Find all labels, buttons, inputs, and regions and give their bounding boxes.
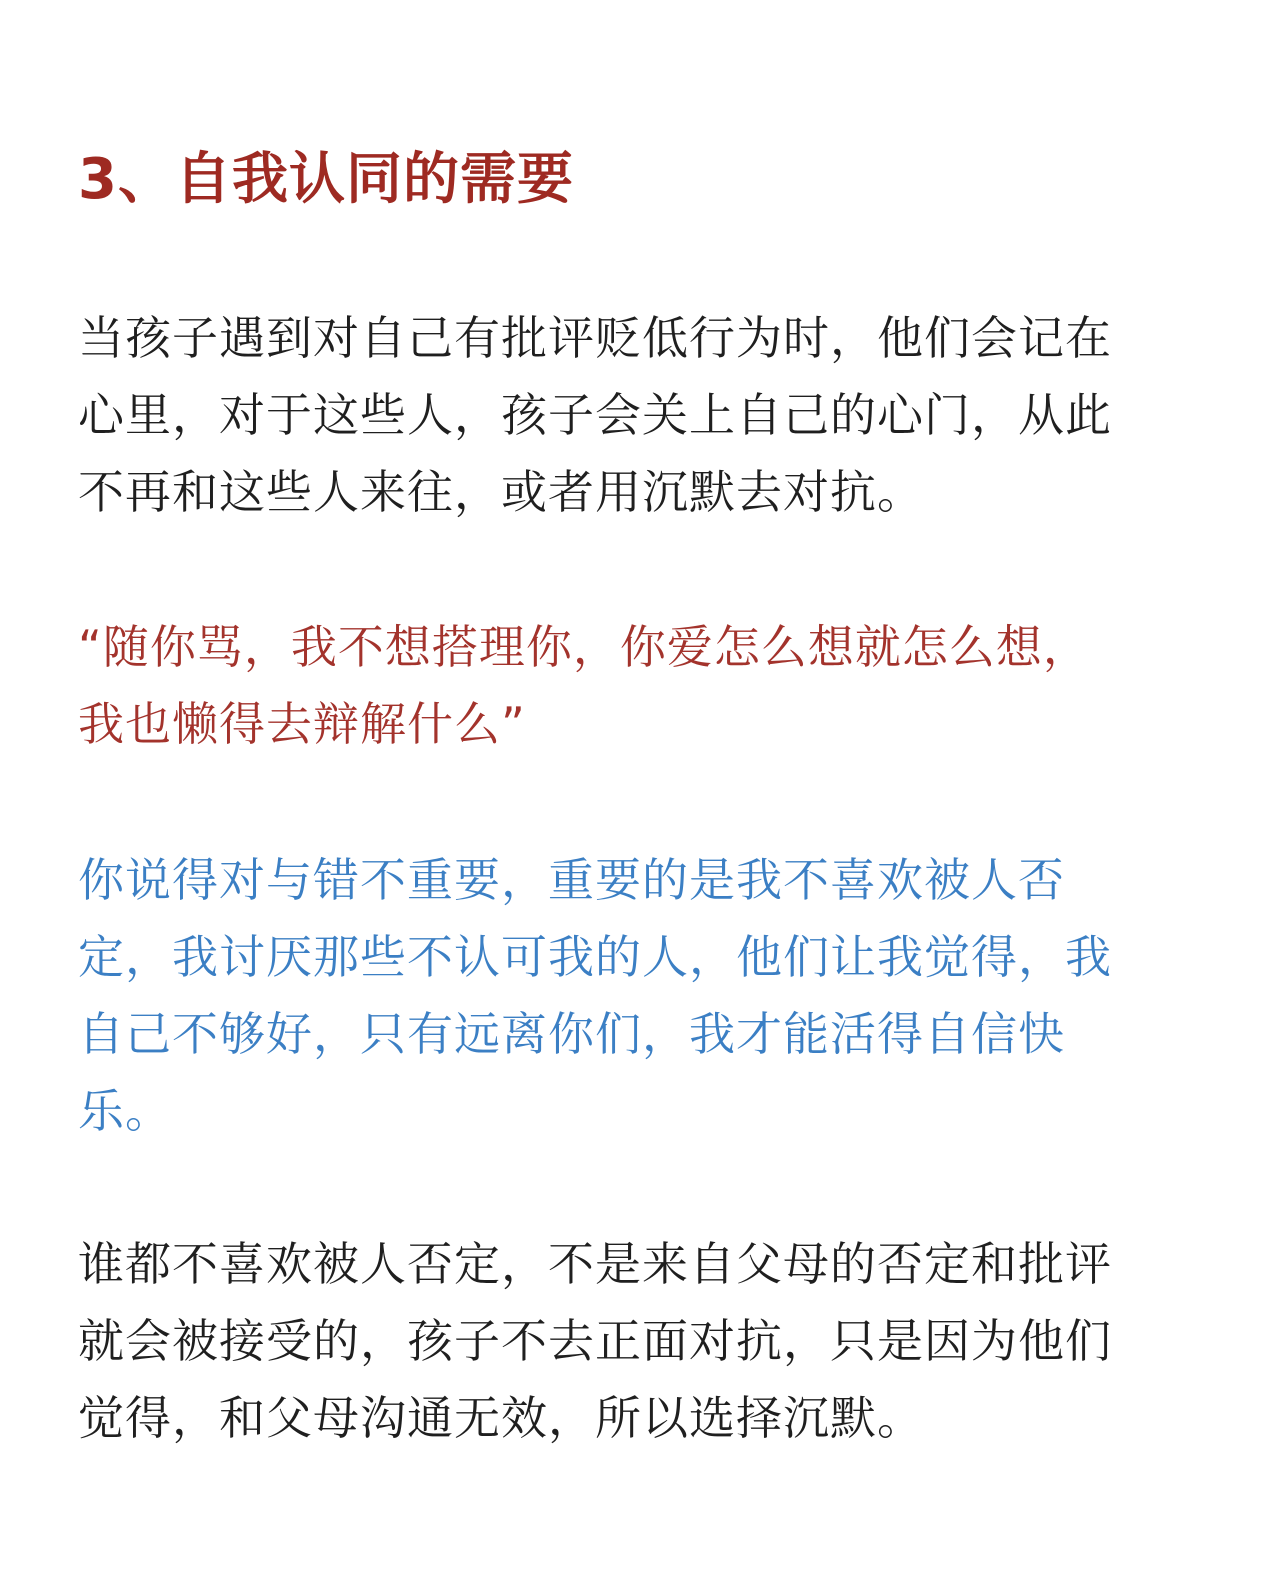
paragraph-line: “随你骂，我不想搭理你，你爱怎么想就怎么想， bbox=[78, 620, 1090, 674]
paragraph-conclusion bbox=[78, 1226, 1112, 1457]
paragraph-inner-voice bbox=[78, 842, 1112, 1150]
paragraph-line: 觉得，和父母沟通无效，所以选择沉默。 bbox=[78, 1391, 924, 1445]
paragraph-line: 你说得对与错不重要，重要的是我不喜欢被人否 bbox=[78, 853, 1065, 907]
paragraph-line: 定，我讨厌那些不认可我的人，他们让我觉得，我 bbox=[78, 930, 1112, 984]
paragraph-line: 乐。 bbox=[78, 1084, 172, 1138]
paragraph-line: 不再和这些人来往，或者用沉默去对抗。 bbox=[78, 465, 924, 519]
paragraph-line: 谁都不喜欢被人否定，不是来自父母的否定和批评 bbox=[78, 1237, 1112, 1291]
paragraph-quote bbox=[78, 609, 1090, 763]
section-heading: 3、自我认同的需要 bbox=[78, 147, 574, 212]
paragraph-line: 自己不够好，只有远离你们，我才能活得自信快 bbox=[78, 1007, 1065, 1061]
paragraph-line: 当孩子遇到对自己有批评贬低行为时，他们会记在 bbox=[78, 311, 1112, 365]
paragraph-line: 心里，对于这些人，孩子会关上自己的心门，从此 bbox=[78, 388, 1112, 442]
paragraph-intro bbox=[78, 300, 1112, 531]
paragraph-line: 我也懒得去辩解什么” bbox=[78, 697, 526, 751]
paragraph-line: 就会被接受的，孩子不去正面对抗，只是因为他们 bbox=[78, 1314, 1112, 1368]
